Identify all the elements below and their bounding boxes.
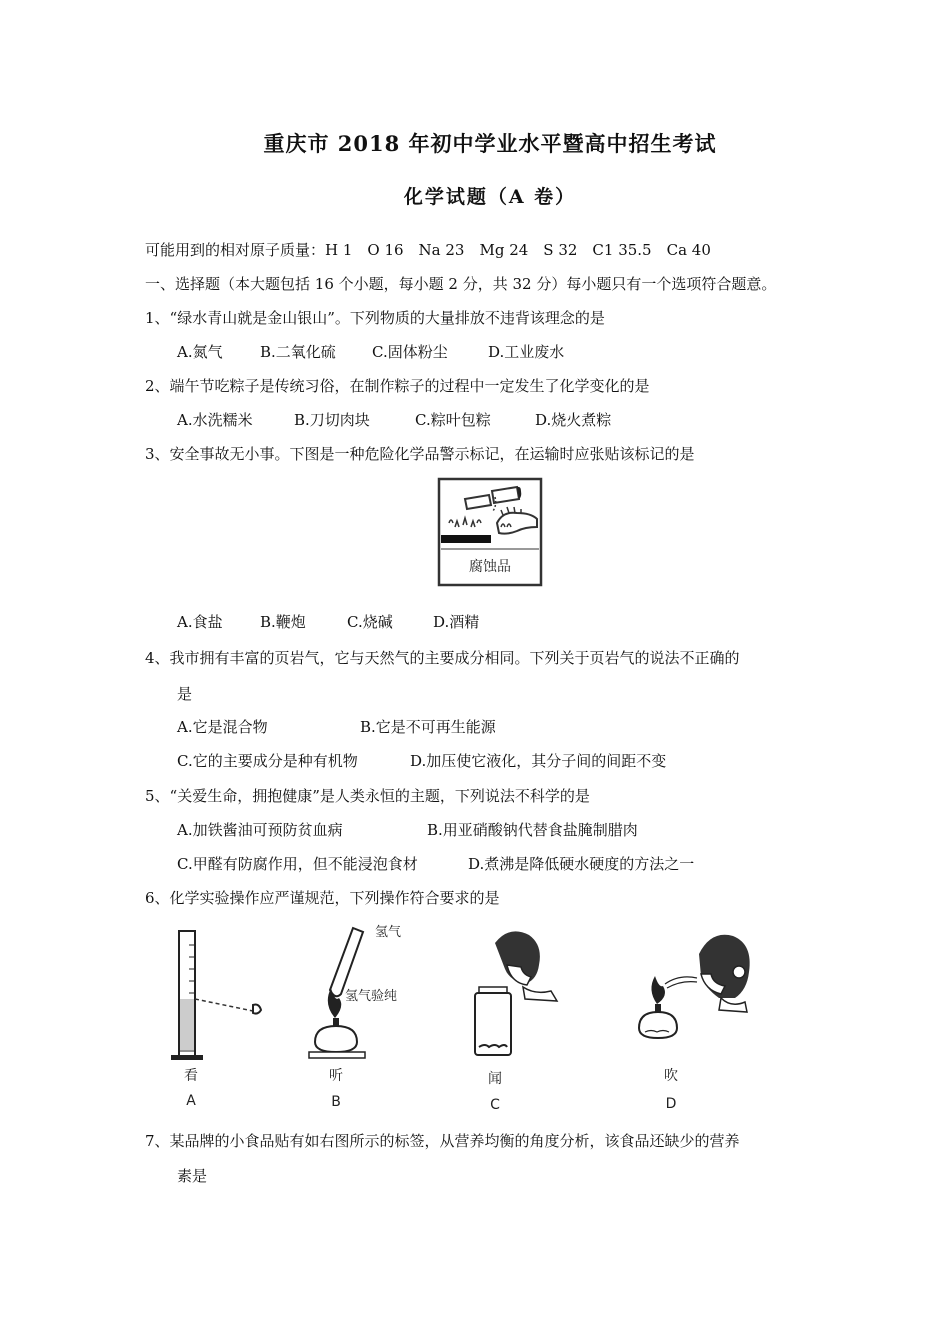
- q4-option-a: A.它是混合物: [177, 718, 268, 736]
- figure-a-letter: A: [186, 1093, 196, 1109]
- question-2-stem: 2、端午节吃粽子是传统习俗，在制作粽子的过程中一定发生了化学变化的是: [145, 377, 650, 395]
- section-one-intro: 一、选择题（本大题包括 16 个小题，每小题 2 分，共 32 分）每小题只有一个选项符合题意。: [145, 275, 777, 293]
- q3-option-d: D.酒精: [433, 613, 480, 631]
- figure-a-graduated-cylinder: [165, 925, 275, 1115]
- q5-option-b: B.用亚硝酸钠代替食盐腌制腊肉: [427, 821, 638, 839]
- q4-option-b: B.它是不可再生能源: [360, 718, 496, 736]
- q4-option-c: C.它的主要成分是种有机物: [177, 752, 358, 770]
- q1-option-d: D.工业废水: [488, 343, 565, 361]
- q4-option-d: D.加压使它液化，其分子间的间距不变: [410, 752, 667, 770]
- question-3-stem: 3、安全事故无小事。下图是一种危险化学品警示标记，在运输时应张贴该标记的是: [145, 445, 695, 463]
- figure-a-caption: 看: [184, 1068, 198, 1084]
- q1-option-b: B.二氧化硫: [260, 343, 336, 361]
- figure-b-hydrogen-label: 氢气: [375, 925, 402, 940]
- question-7-stem-line2: 素是: [177, 1167, 208, 1185]
- q3-option-c: C.烧碱: [347, 613, 393, 631]
- exam-title: 重庆市 2018 年初中学业水平暨高中招生考试: [263, 131, 717, 156]
- exam-subtitle: 化学试题（A 卷）: [403, 186, 577, 208]
- figure-b-hydrogen-test: [295, 918, 425, 1118]
- figure-b-caption: 听: [329, 1068, 343, 1084]
- question-6-stem: 6、化学实验操作应严谨规范，下列操作符合要求的是: [145, 889, 500, 907]
- q2-option-a: A.水洗糯米: [177, 411, 253, 429]
- q1-option-c: C.固体粉尘: [372, 343, 448, 361]
- figure-d-letter: D: [665, 1096, 677, 1112]
- q2-option-c: C.粽叶包粽: [415, 411, 491, 429]
- figure-c-smelling: [465, 925, 575, 1120]
- q5-option-c: C.甲醛有防腐作用，但不能浸泡食材: [177, 855, 418, 873]
- q1-option-a: A.氮气: [177, 343, 223, 361]
- q3-option-a: A.食盐: [177, 613, 223, 631]
- question-4-stem-line2: 是: [177, 685, 193, 703]
- figure-c-caption: 闻: [488, 1071, 502, 1087]
- question-1-stem: 1、“绿水青山就是金山银山”。下列物质的大量排放不违背该理念的是: [145, 309, 605, 327]
- question-4-stem-line1: 4、我市拥有丰富的页岩气，它与天然气的主要成分相同。下列关于页岩气的说法不正确的: [145, 649, 740, 667]
- figure-d-caption: 吹: [664, 1068, 678, 1084]
- figure-b-letter: B: [331, 1094, 341, 1110]
- question-5-stem: 5、“关爱生命，拥抱健康”是人类永恒的主题，下列说法不科学的是: [145, 787, 590, 805]
- figure-d-blowing: [635, 928, 765, 1118]
- corrosive-hazard-sign: [437, 477, 543, 587]
- q2-option-b: B.刀切肉块: [294, 411, 370, 429]
- figure-b-hydrogen-test-label: 氢气验纯: [345, 989, 398, 1004]
- q2-option-d: D.烧火煮粽: [535, 411, 612, 429]
- q5-option-d: D.煮沸是降低硬水硬度的方法之一: [468, 855, 695, 873]
- question-7-stem-line1: 7、某品牌的小食品贴有如右图所示的标签，从营养均衡的角度分析，该食品还缺少的营养: [145, 1132, 740, 1150]
- atomic-masses-line: 可能用到的相对原子质量：H 1 O 16 Na 23 Mg 24 S 32 C1 35.5 Ca 40: [145, 241, 711, 259]
- q3-option-b: B.鞭炮: [260, 613, 306, 631]
- figure-c-letter: C: [490, 1097, 500, 1113]
- q5-option-a: A.加铁酱油可预防贫血病: [177, 821, 343, 839]
- sign-label: 腐蚀品: [469, 559, 511, 575]
